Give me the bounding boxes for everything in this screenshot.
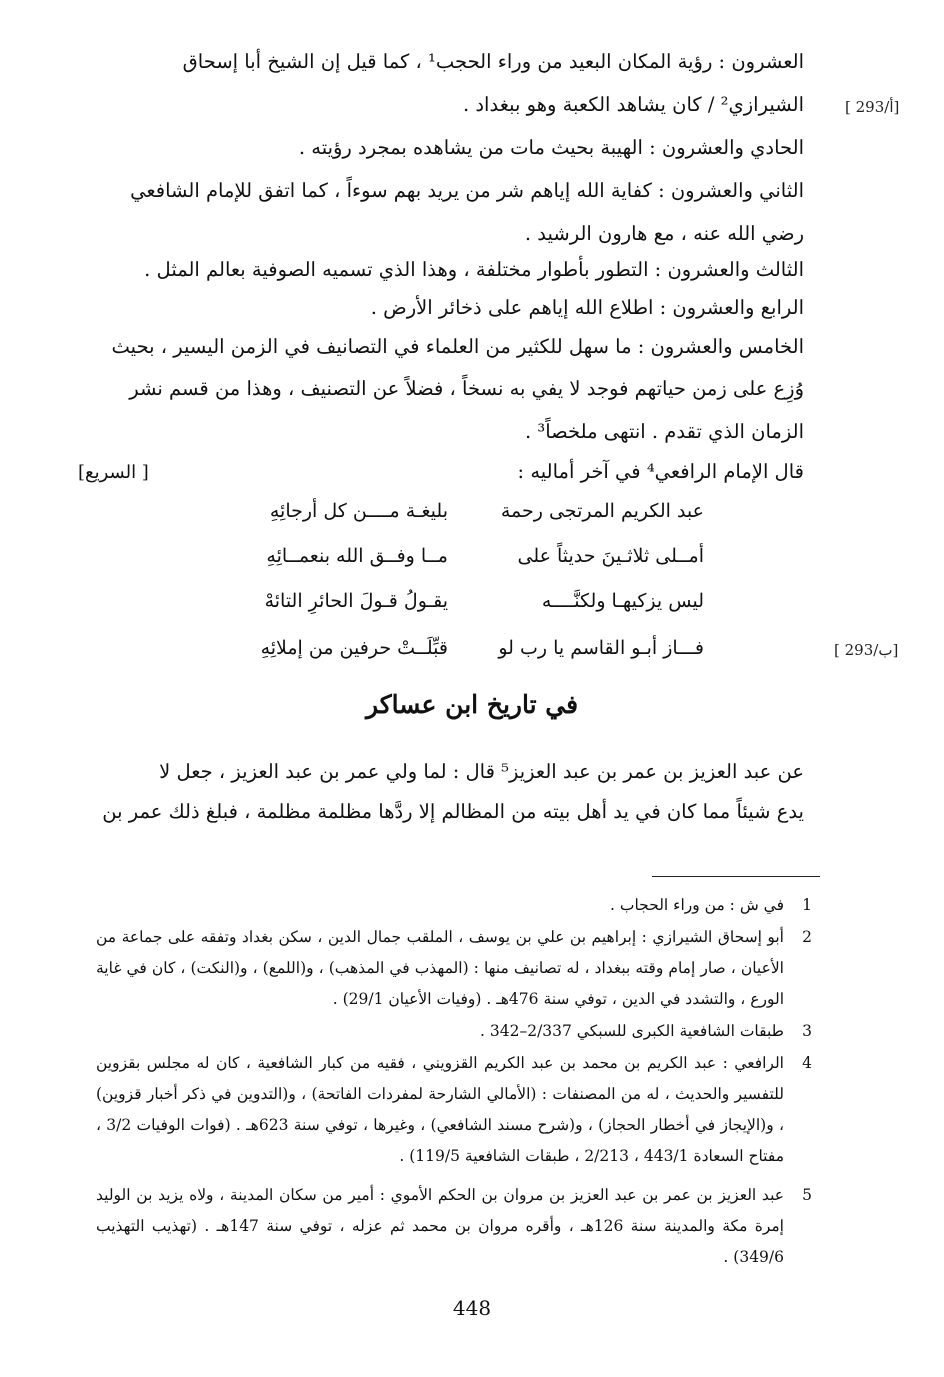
text-line: الزمان الذي تقدم . انتهى ملخصاً³ . [524,420,804,443]
footnote [96,1048,812,1172]
verse-second-hemistich: بليغـة مــــن كل أرجائِهِ [269,500,448,522]
text-line: العشرون : رؤية المكان البعيد من وراء الحجب¹ ، كما قيل إن الشيخ أبا إسحاق [182,50,804,73]
verse-second-hemistich: مــا وفــق الله بنعمــائِهِ [266,545,448,567]
text-line: الرابع والعشرون : اطلاع الله إياهم على ذخائر الأرض . [370,296,804,319]
footnote-text: أبو إسحاق الشيرازي : إبراهيم بن علي بن يوسف ، الملقب جمال الدين ، سكن بغداد وتفقه على جماعة من الأعيان ، صار إمام وقته ببغداد ، له تصانيف منها : (المهذب في المذهب) ، و(اللمع) ، و(النكت) ، كان في غاية الورع ، والتشدد في الدين ، توفي سنة 476هـ . (وفيات الأعيان 29/1) . [96,928,784,1008]
text-line: يدع شيئاً مما كان في يد أهل بيته من المظالم إلا ردَّها مظلمة مظلمة ، فبلغ ذلك عمر بن [102,800,804,823]
footnote-separator [652,876,820,877]
text-line: وُزِع على زمن حياتهم فوجد لا يفي به نسخاً ، فضلاً عن التصنيف ، وهذا من قسم نشر [129,377,804,400]
section-heading: في تاريخ ابن عساكر [365,690,579,719]
footnote-text: عبد العزيز بن عمر بن عبد العزيز بن مروان بن الحكم الأموي : أمير من سكان المدينة ، ولاه يزيد بن الوليد إمرة مكة والمدينة سنة 126هـ ، وأقره مروان بن محمد ثم عزله ، توفي سنة 147هـ . (تهذيب التهذيب 349/6) . [96,1186,784,1266]
poem-intro: قال الإمام الرافعي⁴ في آخر أماليه : [517,460,804,483]
verse-first-hemistich: فـــاز أبـو القاسم يا رب لو [498,637,704,659]
footnote-text: طبقات الشافعية الكبرى للسبكي 2/337–342 . [480,1022,784,1040]
poem-meter: [ السريع] [78,462,149,483]
footnote-text: الرافعي : عبد الكريم بن محمد بن عبد الكريم القزويني ، فقيه من كبار الشافعية ، كان له مجلس بقزوين للتفسير والحديث ، له من المصنفات : (الأمالي الشارحة لمفردات الفاتحة) ، و(التدوين في ذكر أخبار قزوين) ، و(الإيجاز في أخطار الحجاز) ، و(شرح مسند الشافعي) ، وغيرها ، توفي سنة 623هـ . (فوات الوفيات 3/2 ، مفتاح السعادة 443/1 ، 2/213 ، طبقات الشافعية 119/5) . [96,1054,784,1165]
text-line: الحادي والعشرون : الهيبة بحيث مات من يشاهده بمجرد رؤيته . [298,136,804,159]
text-line: عن عبد العزيز بن عمر بن عبد العزيز⁵ قال : لما ولي عمر بن عبد العزيز ، جعل لا [159,760,804,783]
footnote-number: 3 [802,1022,812,1040]
page-number: 448 [452,1296,492,1320]
text-line: الثاني والعشرون : كفاية الله إياهم شر من يريد بهم سوءاً ، كما اتفق للإمام الشافعي [130,179,804,202]
verse-first-hemistich: أمــلى ثلاثـينَ حديثاً على [517,545,704,567]
text-line: الثالث والعشرون : التطور بأطوار مختلفة ، وهذا الذي تسميه الصوفية بعالم المثل . [144,258,804,281]
verse-second-hemistich: يقـولُ قـولَ الحائرِ التائهْ [264,590,448,612]
verse-first-hemistich: ليس يزكيهـا ولكنَّــــه [541,590,704,612]
folio-marker-verso: [ 293/ب] [834,641,899,659]
text-line: الشيرازي² / كان يشاهد الكعبة وهو ببغداد . [462,93,804,116]
footnote-text: في ش : من وراء الحجاب . [610,896,784,914]
verse-second-hemistich: قبِّلَــتْ حرفين من إملائِهِ [260,637,448,659]
folio-marker-recto: [ 293/أ] [845,98,900,116]
footnote-number: 1 [802,896,812,914]
footnote-number: 5 [802,1186,812,1204]
footnote [96,1016,812,1047]
footnote [96,922,812,1015]
text-line: الخامس والعشرون : ما سهل للكثير من العلماء في التصانيف في الزمن اليسير ، بحيث [111,335,804,358]
text-line: رضي الله عنه ، مع هارون الرشيد . [524,222,804,245]
footnote [96,890,812,921]
verse-first-hemistich: عبد الكريم المرتجى رحمة [500,500,704,522]
footnote-number: 4 [802,1054,812,1072]
footnote [96,1180,812,1273]
footnote-number: 2 [802,928,812,946]
